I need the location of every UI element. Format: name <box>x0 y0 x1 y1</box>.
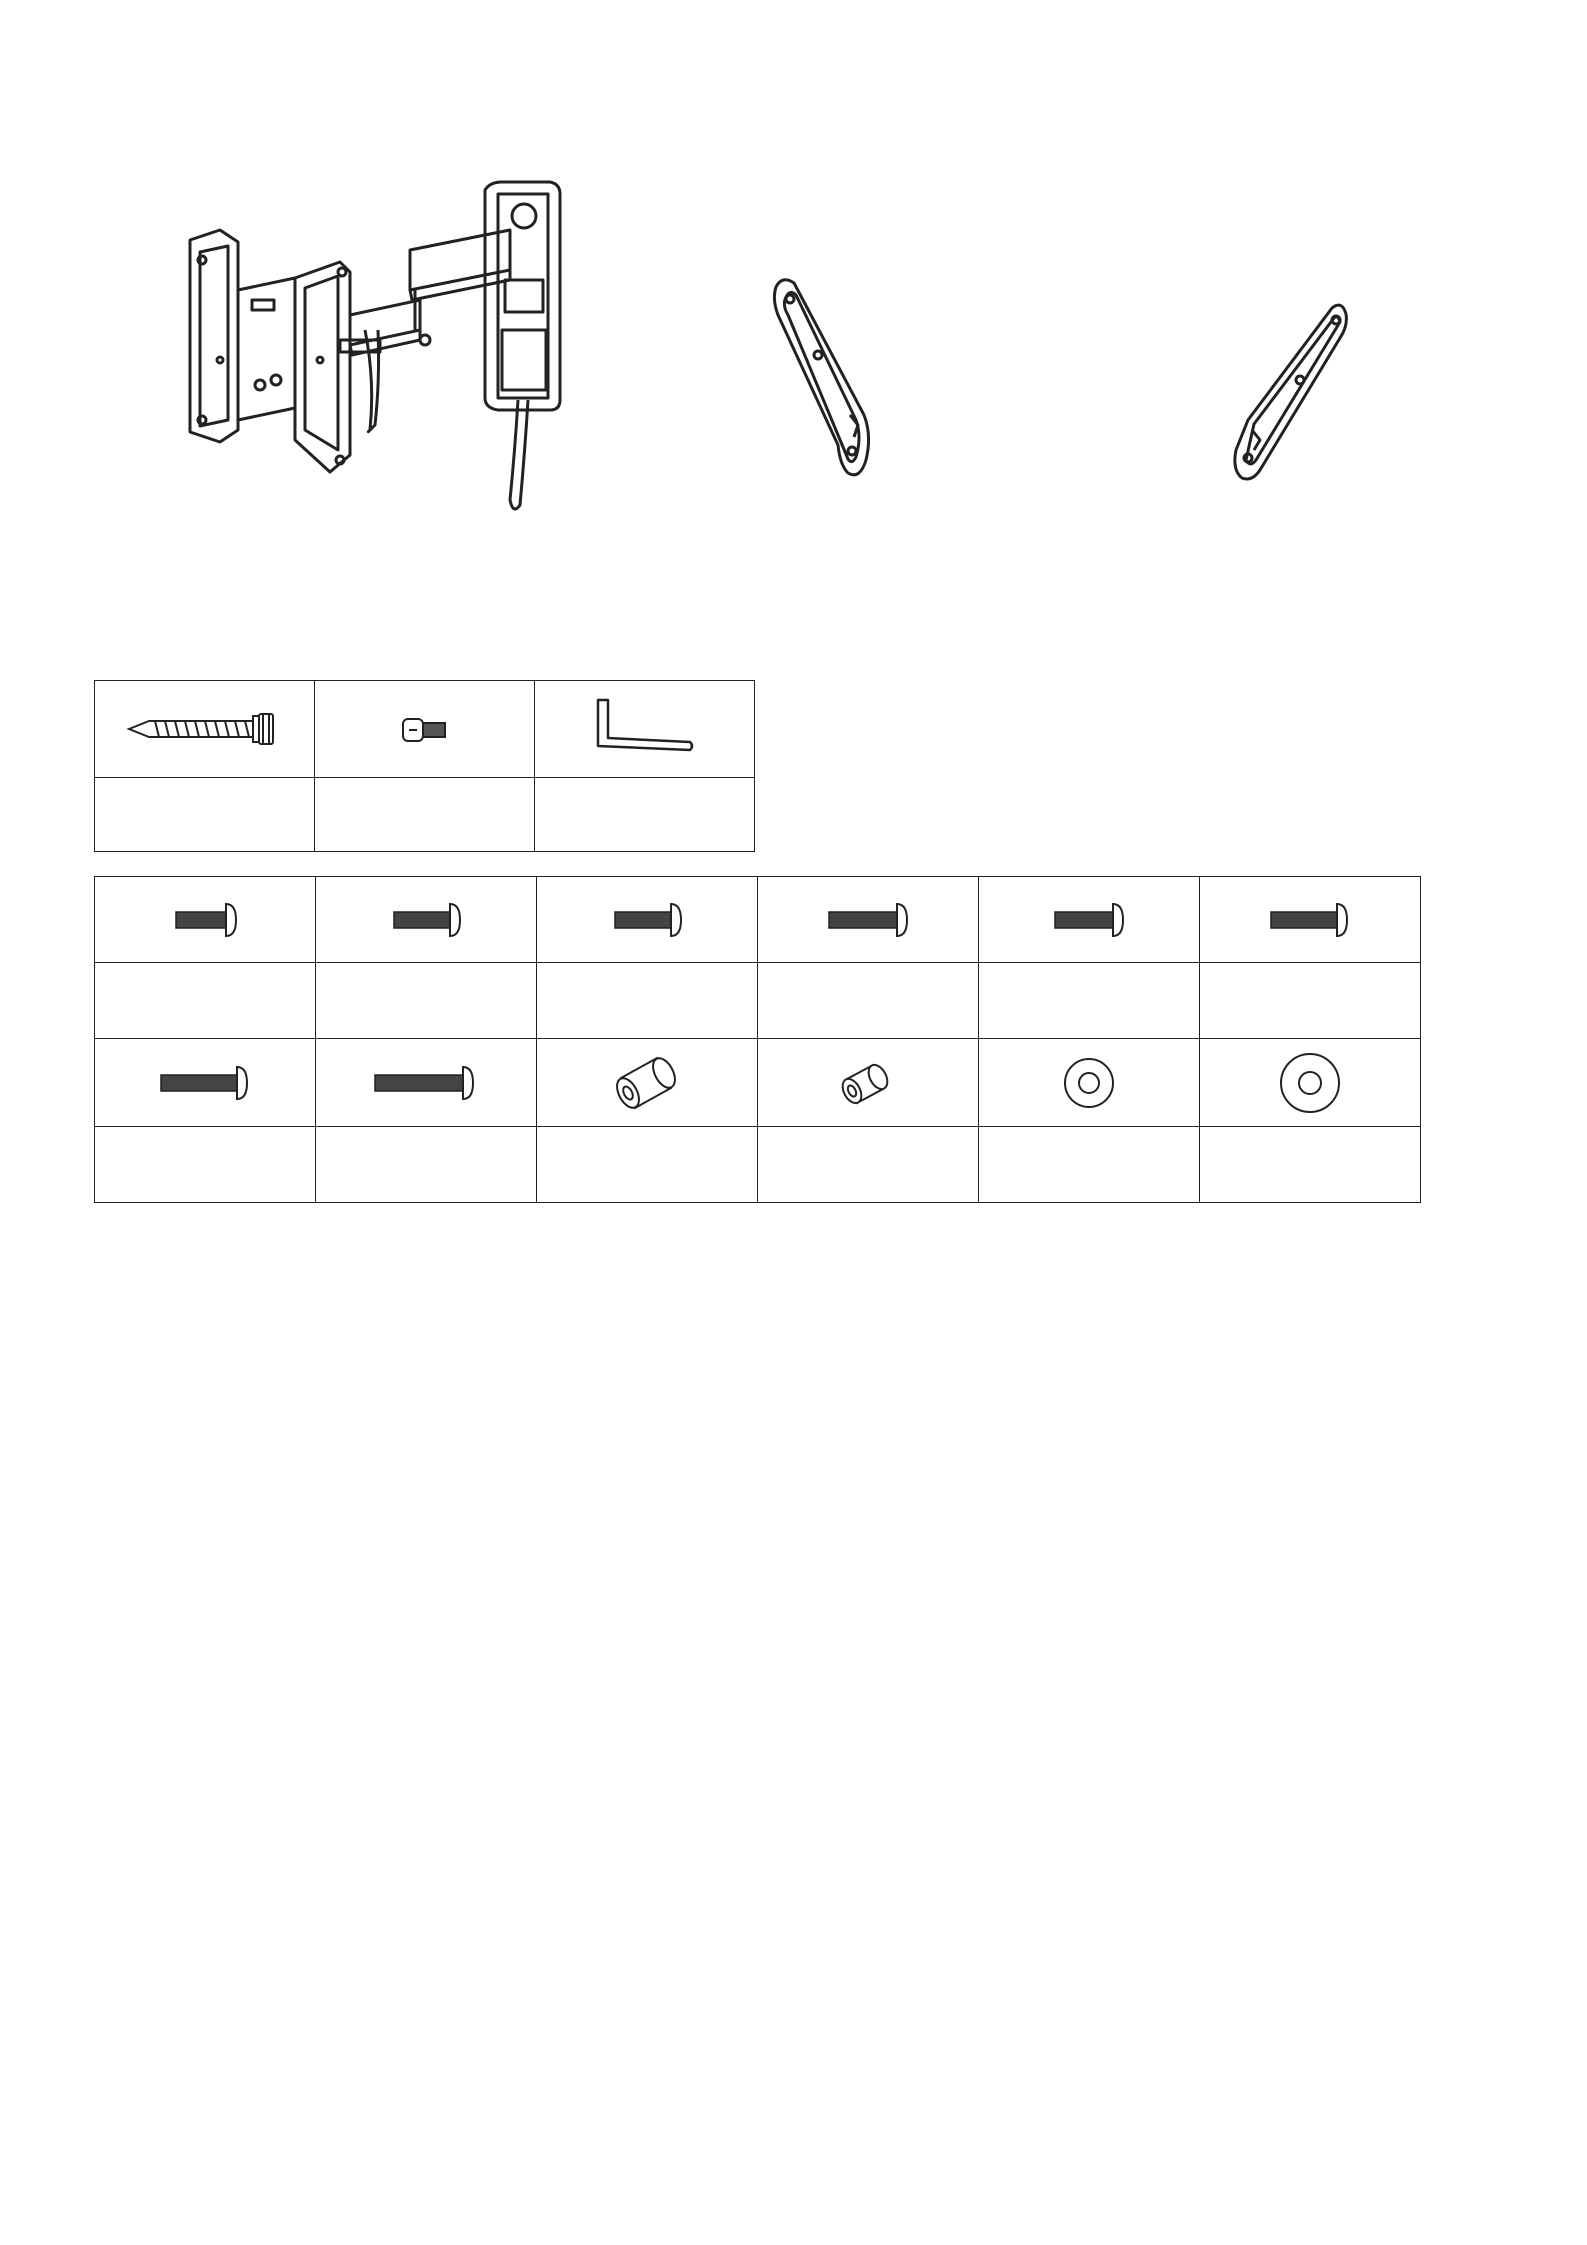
hardware-label <box>316 1127 537 1203</box>
hardware-cell <box>316 877 537 963</box>
hardware-label <box>315 778 535 852</box>
hardware-label <box>535 778 755 852</box>
machine-screw-icon <box>823 898 913 942</box>
machine-screw-icon <box>1049 898 1129 942</box>
hardware-table-top <box>94 680 755 852</box>
hardware-cell <box>537 1039 758 1127</box>
machine-screw-icon <box>170 898 240 942</box>
right-adapter-bracket-icon <box>1230 300 1350 485</box>
hardware-cell <box>758 1039 979 1127</box>
hardware-cell <box>95 681 315 778</box>
hardware-cell <box>758 877 979 963</box>
hardware-label <box>979 1127 1200 1203</box>
hardware-cell <box>979 877 1200 963</box>
hardware-label <box>758 963 979 1039</box>
left-adapter-bracket-icon <box>768 275 888 485</box>
large-washer-icon <box>1275 1048 1345 1118</box>
hardware-label <box>1200 963 1421 1039</box>
small-spacer-icon <box>833 1053 903 1113</box>
washer-icon <box>1059 1053 1119 1113</box>
hardware-table-bottom <box>94 876 1421 1203</box>
hardware-cell <box>537 877 758 963</box>
hardware-cell <box>979 1039 1200 1127</box>
machine-screw-icon <box>155 1061 255 1105</box>
hardware-label <box>95 963 316 1039</box>
hardware-cell <box>316 1039 537 1127</box>
lag-bolt-icon <box>125 704 285 754</box>
machine-screw-icon <box>386 898 466 942</box>
hardware-cell <box>95 1039 316 1127</box>
wall-mount-arm-assembly-icon <box>180 180 580 520</box>
hardware-label <box>95 778 315 852</box>
socket-cap-screw-icon <box>395 709 455 749</box>
hardware-cell <box>1200 1039 1421 1127</box>
hardware-cell <box>535 681 755 778</box>
hardware-label <box>316 963 537 1039</box>
machine-screw-icon <box>1265 898 1355 942</box>
hardware-cell <box>95 877 316 963</box>
hardware-label <box>537 1127 758 1203</box>
long-machine-screw-icon <box>371 1061 481 1105</box>
spacer-icon <box>607 1048 687 1118</box>
machine-screw-icon <box>607 898 687 942</box>
hardware-cell <box>1200 877 1421 963</box>
hardware-cell <box>315 681 535 778</box>
hardware-label <box>979 963 1200 1039</box>
allen-key-icon <box>590 694 700 764</box>
hardware-label <box>758 1127 979 1203</box>
hardware-label <box>1200 1127 1421 1203</box>
hardware-label <box>537 963 758 1039</box>
hardware-label <box>95 1127 316 1203</box>
